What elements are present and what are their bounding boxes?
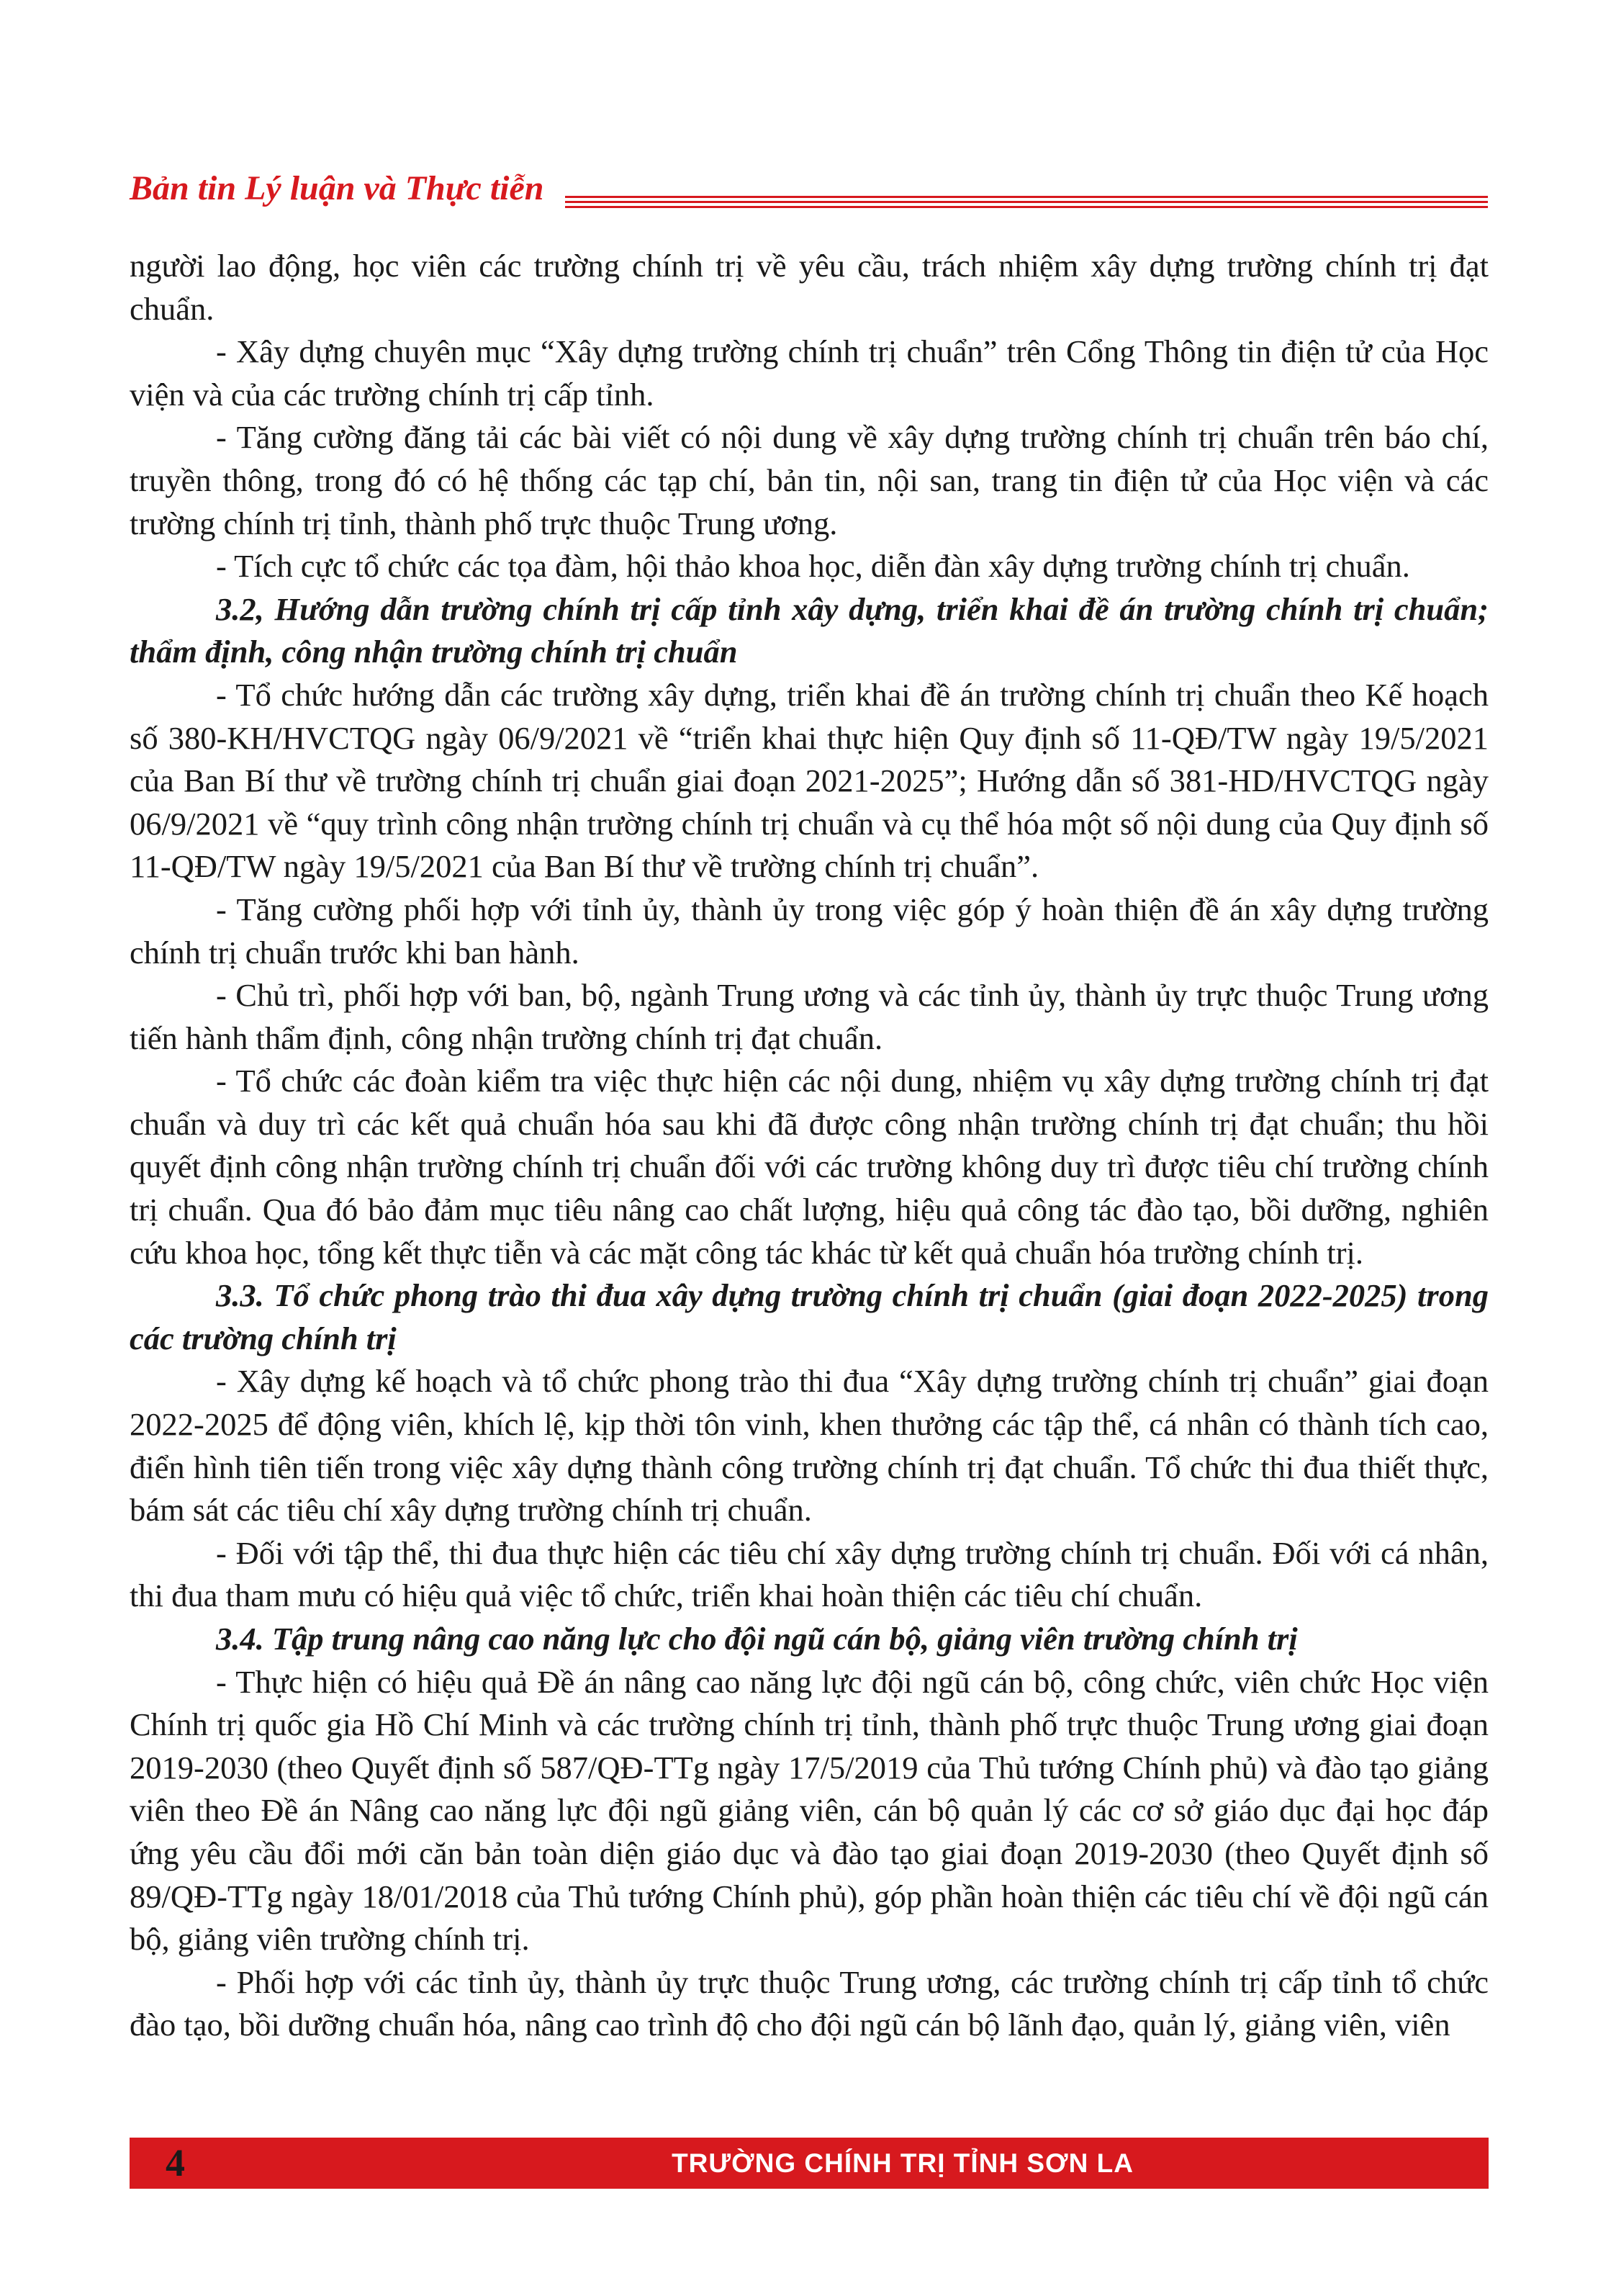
paragraph: - Tích cực tổ chức các tọa đàm, hội thảo khoa học, diễn đàn xây dựng trường chính trị chuẩn.	[216, 548, 1410, 585]
running-header	[130, 167, 1488, 210]
paragraph: - Phối hợp với các tỉnh ủy, thành ủy trực thuộc Trung ương, các trường chính trị cấp tỉnh tổ chức đào tạo, bồi dưỡng chuẩn hóa, nâng cao trình độ cho đội ngũ cán bộ lãnh đạo, quản lý, giảng viên, viên	[130, 1963, 1489, 2043]
header-rule	[565, 201, 1488, 203]
paragraph: - Tăng cường phối hợp với tỉnh ủy, thành ủy trong việc góp ý hoàn thiện đề án xây dựng trường chính trị chuẩn trước khi ban hành.	[130, 891, 1489, 971]
paragraph: - Tăng cường đăng tải các bài viết có nội dung về xây dựng trường chính trị chuẩn trên báo chí, truyền thông, trong đó có hệ thống các tạp chí, bản tin, nội san, trang tin điện tử của Học viện và các trường chính trị tỉnh, thành phố trực thuộc Trung ương.	[130, 419, 1489, 541]
paragraph: - Tổ chức các đoàn kiểm tra việc thực hiện các nội dung, nhiệm vụ xây dựng trường chính trị đạt chuẩn và duy trì các kết quả chuẩn hóa sau khi đã được công nhận trường chính trị đạt chuẩn; thu hồi quyết định công nhận trường chính trị chuẩn đối với các trường không duy trì được tiêu chí trường chính trị chuẩn. Qua đó bảo đảm mục tiêu nâng cao chất lượng, hiệu quả công tác đào tạo, bồi dưỡng, nghiên cứu khoa học, tổng kết thực tiễn và các mặt công tác khác từ kết quả chuẩn hóa trường chính trị.	[130, 1063, 1489, 1271]
header-rule	[565, 206, 1488, 208]
article-body	[130, 245, 1489, 2047]
paragraph: - Chủ trì, phối hợp với ban, bộ, ngành Trung ương và các tỉnh ủy, thành ủy trực thuộc Trung ương tiến hành thẩm định, công nhận trường chính trị đạt chuẩn.	[130, 977, 1489, 1056]
section-heading: 3.3. Tổ chức phong trào thi đua xây dựng trường chính trị chuẩn (giai đoạn 2022-2025) trong các trường chính trị	[130, 1277, 1489, 1356]
footer-label: TRƯỜNG CHÍNH TRỊ TỈNH SƠN LA	[672, 2148, 1134, 2178]
section-heading: 3.4. Tập trung nâng cao năng lực cho đội ngũ cán bộ, giảng viên trường chính trị	[216, 1621, 1298, 1657]
page-number: 4	[166, 2141, 185, 2184]
page-footer	[130, 2138, 1489, 2189]
paragraph: - Xây dựng chuyên mục “Xây dựng trường chính trị chuẩn” trên Cổng Thông tin điện tử của Học viện và của các trường chính trị cấp tỉnh.	[130, 333, 1489, 413]
paragraph: - Thực hiện có hiệu quả Đề án nâng cao năng lực đội ngũ cán bộ, công chức, viên chức Học viện Chính trị quốc gia Hồ Chí Minh và các trường chính trị tỉnh, thành phố trực thuộc Trung ương giai đoạn 2019-2030 (theo Quyết định số 587/QĐ-TTg ngày 17/5/2019 của Thủ tướng Chính phủ) và đào tạo giảng viên theo Đề án Nâng cao năng lực đội ngũ giảng viên, cán bộ quản lý các cơ sở giáo dục đại học đáp ứng yêu cầu đổi mới căn bản toàn diện giáo dục và đào tạo giai đoạn 2019-2030 (theo Quyết định số 89/QĐ-TTg ngày 18/01/2018 của Thủ tướng Chính phủ), góp phần hoàn thiện các tiêu chí về đội ngũ cán bộ, giảng viên trường chính trị.	[130, 1663, 1489, 1958]
header-title: Bản tin Lý luận và Thực tiễn	[130, 169, 544, 207]
paragraph: - Tổ chức hướng dẫn các trường xây dựng, triển khai đề án trường chính trị chuẩn theo Kế hoạch số 380-KH/HVCTQG ngày 06/9/2021 về “triển khai thực hiện Quy định số 11-QĐ/TW ngày 19/5/2021 của Ban Bí thư về trường chính trị chuẩn giai đoạn 2021-2025”; Hướng dẫn số 381-HD/HVCTQG ngày 06/9/2021 về “quy trình công nhận trường chính trị chuẩn và cụ thể hóa một số nội dung của Quy định số 11-QĐ/TW ngày 19/5/2021 của Ban Bí thư về trường chính trị chuẩn”.	[130, 676, 1489, 885]
header-rule	[565, 196, 1488, 198]
paragraph: người lao động, học viên các trường chính trị về yêu cầu, trách nhiệm xây dựng trường chính trị đạt chuẩn.	[130, 248, 1489, 327]
section-heading: 3.2, Hướng dẫn trường chính trị cấp tỉnh xây dựng, triển khai đề án trường chính trị chuẩn; thẩm định, công nhận trường chính trị chuẩn	[130, 590, 1489, 670]
paragraph: - Xây dựng kế hoạch và tổ chức phong trào thi đua “Xây dựng trường chính trị chuẩn” giai đoạn 2022-2025 để động viên, khích lệ, kịp thời tôn vinh, khen thưởng các tập thể, cá nhân có thành tích cao, điển hình tiên tiến trong việc xây dựng thành công trường chính trị đạt chuẩn. Tổ chức thi đua thiết thực, bám sát các tiêu chí xây dựng trường chính trị chuẩn.	[130, 1363, 1489, 1529]
paragraph: - Đối với tập thể, thi đua thực hiện các tiêu chí xây dựng trường chính trị chuẩn. Đối với cá nhân, thi đua tham mưu có hiệu quả việc tổ chức, triển khai hoàn thiện các tiêu chí chuẩn.	[130, 1534, 1489, 1614]
